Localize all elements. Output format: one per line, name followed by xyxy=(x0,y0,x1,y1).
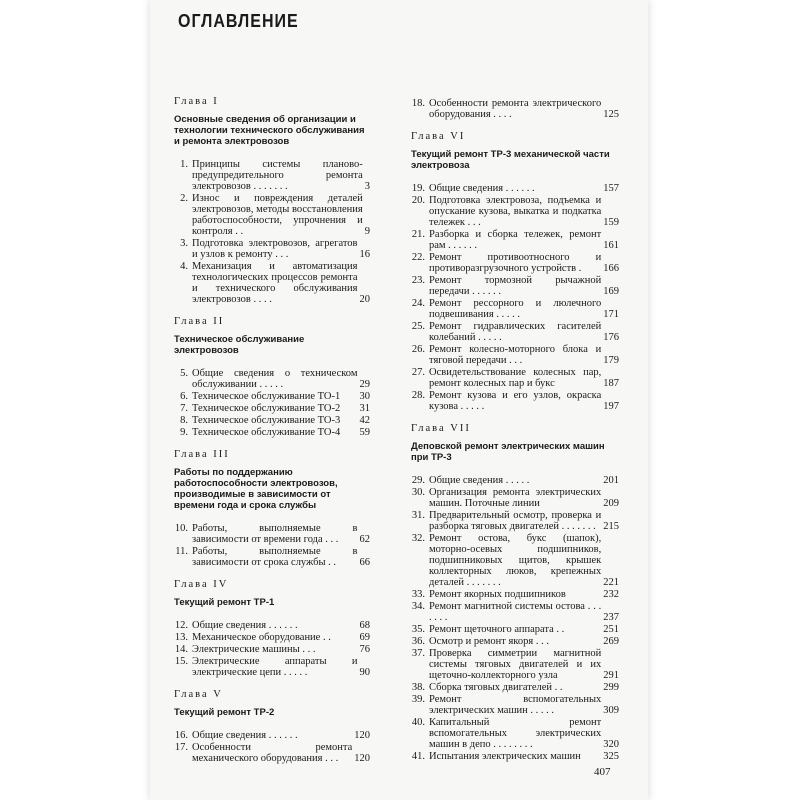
toc-entry xyxy=(407,694,619,716)
spacer xyxy=(170,439,370,449)
entry-text: Работы, выполняемые в зависимости от времени года . . . xyxy=(192,523,358,545)
spacer xyxy=(170,306,370,316)
spacer xyxy=(170,679,370,689)
spacer xyxy=(407,121,619,131)
entry-page: 66 xyxy=(359,557,370,568)
entry-text: Организация ремонта электрических машин. Поточные линии xyxy=(429,487,602,509)
entry-page: 157 xyxy=(603,183,619,194)
chapter-title: Деповской ремонт электрических машин при ТР-3 xyxy=(411,441,605,463)
entry-text: Ремонт вспомогательных электрических машин . . . . . xyxy=(429,694,602,716)
entry-text: Ремонт колесно-моторного блока и тяговой передачи . . . xyxy=(429,344,602,366)
toc-entry xyxy=(407,195,619,228)
toc-entry xyxy=(407,636,619,647)
entry-page: 125 xyxy=(603,109,619,120)
entry-page: 179 xyxy=(603,355,619,366)
entry-text: Подготовка электровозов, агрегатов и узлов к ремонту . . . xyxy=(192,238,358,260)
entry-number: 18. xyxy=(411,98,425,109)
chapter-title: Текущий ремонт ТР-2 xyxy=(174,707,275,718)
entry-page: 59 xyxy=(359,427,370,438)
chapter-title: Текущий ремонт ТР-3 механической части электровоза xyxy=(411,149,610,171)
entry-text: Ремонт якорных подшипников xyxy=(429,589,566,600)
chapter-label: Глава IV xyxy=(174,579,229,590)
entry-number: 24. xyxy=(411,298,425,309)
chapter-title: Основные сведения об организации и технологии технического обслуживания и ремонта электровозов xyxy=(174,114,365,147)
entry-number: 31. xyxy=(411,510,425,521)
entry-text: Ремонт магнитной системы остова . . . . . . . xyxy=(429,601,602,623)
entry-text: Работы, выполняемые в зависимости от срока службы . . xyxy=(192,546,358,568)
entry-text: Испытания электрических машин xyxy=(429,751,581,762)
entry-number: 8. xyxy=(180,415,188,426)
entry-page: 3 xyxy=(364,181,370,192)
entry-text: Ремонт тормозной рычажной передачи . . . . . . xyxy=(429,275,602,297)
entry-text: Ремонт кузова и его узлов, окраска кузова . . . . . xyxy=(429,390,602,412)
entry-text: Подготовка электровоза, подъемка и опускание кузова, выкатка и подкатка тележек . . . xyxy=(429,195,602,228)
entry-text: Техническое обслуживание ТО-2 xyxy=(192,403,341,414)
entry-number: 20. xyxy=(411,195,425,206)
entry-text: Механическое оборудование . . xyxy=(192,632,331,643)
toc-entry xyxy=(407,682,619,693)
entry-text: Проверка симметрии магнитной системы тяговых двигателей и их щеточно-коллекторного узла xyxy=(429,648,602,681)
entry-number: 30. xyxy=(411,487,425,498)
entry-page: 62 xyxy=(359,534,370,545)
entry-number: 26. xyxy=(411,344,425,355)
entry-text: Капитальный ремонт вспомогательных электрических машин в депо . . . . . . . . xyxy=(429,717,602,750)
entry-page: 299 xyxy=(603,682,619,693)
entry-page: 159 xyxy=(603,217,619,228)
entry-page: 76 xyxy=(359,644,370,655)
toc-entry xyxy=(170,403,370,414)
chapter-label: Глава V xyxy=(174,689,223,700)
entry-text: Износ и повреждения деталей электровозов, методы восстановления работоспособности, упрочнения и контроля . . xyxy=(192,193,363,237)
toc-entry xyxy=(407,648,619,681)
toc-entry xyxy=(407,601,619,623)
toc-entry xyxy=(170,546,370,568)
entry-page: 176 xyxy=(603,332,619,343)
toc-entry xyxy=(170,730,370,741)
entry-page: 201 xyxy=(603,475,619,486)
toc-entry xyxy=(170,523,370,545)
toc-entry xyxy=(170,632,370,643)
toc-entry xyxy=(407,510,619,532)
entry-number: 39. xyxy=(411,694,425,705)
chapter-title: Текущий ремонт ТР-1 xyxy=(174,597,275,608)
toc-entry xyxy=(170,656,370,678)
toc-entry xyxy=(170,193,370,237)
entry-number: 23. xyxy=(411,275,425,286)
entry-page: 187 xyxy=(603,378,619,389)
entry-text: Электрические аппараты и электрические цепи . . . . . xyxy=(192,656,358,678)
entry-number: 35. xyxy=(411,624,425,635)
entry-number: 32. xyxy=(411,533,425,544)
entry-page: 309 xyxy=(603,705,619,716)
entry-page: 251 xyxy=(603,624,619,635)
page-number: 407 xyxy=(594,766,611,778)
entry-number: 12. xyxy=(174,620,188,631)
entry-text: Механизация и автоматизация технологических процессов ремонта и технического обслуживания электровозов . . . . xyxy=(192,261,358,305)
entry-page: 30 xyxy=(359,391,370,402)
entry-text: Электрические машины . . . xyxy=(192,644,316,655)
entry-number: 25. xyxy=(411,321,425,332)
toc-entry xyxy=(407,321,619,343)
entry-page: 169 xyxy=(603,286,619,297)
toc-entry xyxy=(170,415,370,426)
toc-entry xyxy=(170,159,370,192)
toc-entry xyxy=(170,391,370,402)
toc-entry xyxy=(407,252,619,274)
entry-page: 215 xyxy=(603,521,619,532)
entry-text: Ремонт щеточного аппарата . . xyxy=(429,624,565,635)
entry-text: Ремонт противоотносного и противоразгрузочного устройств . xyxy=(429,252,602,274)
entry-page: 221 xyxy=(603,577,619,588)
entry-number: 6. xyxy=(180,391,188,402)
entry-text: Особенности ремонта электрического оборудования . . . . xyxy=(429,98,602,120)
entry-text: Сборка тяговых двигателей . . xyxy=(429,682,563,693)
toc-entry xyxy=(407,751,619,762)
entry-page: 42 xyxy=(359,415,370,426)
entry-page: 171 xyxy=(603,309,619,320)
entry-text: Техническое обслуживание ТО-3 xyxy=(192,415,341,426)
toc-entry xyxy=(170,644,370,655)
entry-text: Освидетельствование колесных пар, ремонт колесных пар и букс xyxy=(429,367,602,389)
entry-page: 161 xyxy=(603,240,619,251)
entry-page: 68 xyxy=(359,620,370,631)
entry-number: 17. xyxy=(174,742,188,753)
toc-entry xyxy=(407,717,619,750)
entry-page: 232 xyxy=(603,589,619,600)
toc-entry xyxy=(407,589,619,600)
entry-number: 13. xyxy=(174,632,188,643)
entry-number: 11. xyxy=(175,546,188,557)
entry-number: 9. xyxy=(180,427,188,438)
entry-page: 69 xyxy=(359,632,370,643)
entry-number: 38. xyxy=(411,682,425,693)
toc-entry xyxy=(407,229,619,251)
toc-entry xyxy=(407,475,619,486)
toc-entry xyxy=(170,368,370,390)
entry-page: 29 xyxy=(359,379,370,390)
entry-number: 21. xyxy=(411,229,425,240)
entry-page: 120 xyxy=(354,730,370,741)
entry-page: 90 xyxy=(359,667,370,678)
entry-number: 7. xyxy=(180,403,188,414)
spacer xyxy=(407,413,619,423)
spacer xyxy=(170,569,370,579)
toc-entry xyxy=(407,624,619,635)
toc-entry xyxy=(407,98,619,120)
toc-entry xyxy=(407,344,619,366)
toc-entry xyxy=(407,275,619,297)
chapter-title: Работы по поддержанию работоспособности электровозов, производимые в зависимости от времени года и срока службы xyxy=(174,467,338,511)
entry-number: 33. xyxy=(411,589,425,600)
toc-right-column xyxy=(407,98,619,763)
entry-number: 36. xyxy=(411,636,425,647)
entry-page: 31 xyxy=(359,403,370,414)
entry-page: 9 xyxy=(364,226,370,237)
entry-page: 16 xyxy=(359,249,370,260)
entry-number: 34. xyxy=(411,601,425,612)
entry-text: Общие сведения . . . . . . xyxy=(192,620,298,631)
entry-text: Общие сведения . . . . . . xyxy=(429,183,535,194)
chapter-label: Глава II xyxy=(174,316,225,327)
entry-page: 209 xyxy=(603,498,619,509)
entry-number: 4. xyxy=(180,261,188,272)
entry-number: 10. xyxy=(174,523,188,534)
entry-text: Техническое обслуживание ТО-1 xyxy=(192,391,341,402)
toc-entry xyxy=(170,261,370,305)
toc-entry xyxy=(407,298,619,320)
entry-number: 22. xyxy=(411,252,425,263)
chapter-label: Глава I xyxy=(174,96,219,107)
toc-entry xyxy=(170,742,370,764)
entry-text: Ремонт остова, букс (шапок), моторно-осевых подшипников, подшипниковых щитов, крышек коллекторных люков, крепежных деталей . . . . . . . xyxy=(429,533,602,588)
entry-number: 15. xyxy=(174,656,188,667)
entry-number: 19. xyxy=(411,183,425,194)
toc-entry xyxy=(407,367,619,389)
entry-page: 291 xyxy=(603,670,619,681)
entry-page: 269 xyxy=(603,636,619,647)
toc-entry xyxy=(170,238,370,260)
entry-text: Общие сведения . . . . . xyxy=(429,475,530,486)
entry-page: 166 xyxy=(603,263,619,274)
page-title: ОГЛАВЛЕНИЕ xyxy=(178,12,299,32)
entry-number: 16. xyxy=(174,730,188,741)
chapter-label: Глава VI xyxy=(411,131,466,142)
toc-entry xyxy=(170,427,370,438)
entry-text: Осмотр и ремонт якоря . . . xyxy=(429,636,549,647)
entry-page: 120 xyxy=(354,753,370,764)
entry-text: Ремонт гидравлических гасителей колебаний . . . . . xyxy=(429,321,602,343)
entry-page: 197 xyxy=(603,401,619,412)
toc-entry xyxy=(407,487,619,509)
toc-entry xyxy=(407,533,619,588)
entry-page: 20 xyxy=(359,294,370,305)
chapter-label: Глава VII xyxy=(411,423,471,434)
entry-text: Общие сведения о техническом обслуживании . . . . . xyxy=(192,368,358,390)
toc-left-column xyxy=(170,96,370,765)
entry-number: 41. xyxy=(411,751,425,762)
entry-text: Ремонт рессорного и люлечного подвешивания . . . . . xyxy=(429,298,602,320)
toc-entry xyxy=(170,620,370,631)
entry-text: Предварительный осмотр, проверка и разборка тяговых двигателей . . . . . . . xyxy=(429,510,602,532)
toc-entry xyxy=(407,183,619,194)
entry-number: 28. xyxy=(411,390,425,401)
entry-number: 3. xyxy=(180,238,188,249)
entry-page: 320 xyxy=(603,739,619,750)
entry-page: 237 xyxy=(603,612,619,623)
chapter-label: Глава III xyxy=(174,449,230,460)
entry-number: 2. xyxy=(180,193,188,204)
entry-number: 14. xyxy=(174,644,188,655)
entry-number: 40. xyxy=(411,717,425,728)
entry-text: Особенности ремонта механического оборудования . . . xyxy=(192,742,353,764)
entry-text: Принципы системы планово-предупредительного ремонта электровозов . . . . . . . xyxy=(192,159,363,192)
entry-number: 27. xyxy=(411,367,425,378)
entry-number: 1. xyxy=(180,159,188,170)
chapter-title: Техническое обслуживание электровозов xyxy=(174,334,305,356)
entry-text: Разборка и сборка тележек, ремонт рам . . . . . . xyxy=(429,229,602,251)
entry-number: 37. xyxy=(411,648,425,659)
entry-number: 29. xyxy=(411,475,425,486)
entry-text: Техническое обслуживание ТО-4 xyxy=(192,427,341,438)
entry-text: Общие сведения . . . . . . xyxy=(192,730,298,741)
entry-page: 325 xyxy=(603,751,619,762)
entry-number: 5. xyxy=(180,368,188,379)
toc-entry xyxy=(407,390,619,412)
